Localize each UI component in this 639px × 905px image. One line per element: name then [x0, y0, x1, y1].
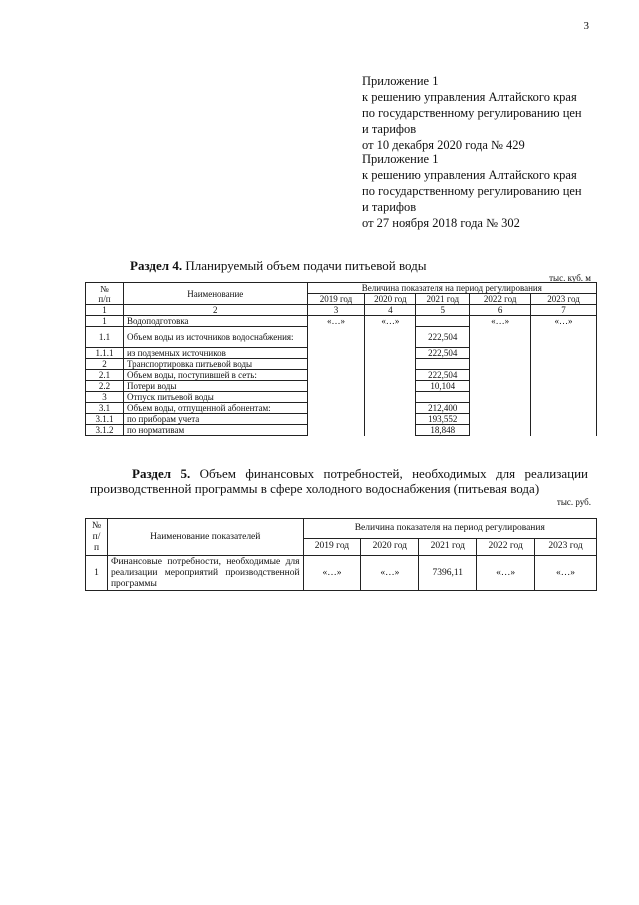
section5-title — [90, 466, 588, 496]
row-name: Потери воды — [123, 381, 307, 392]
header-year: 2019 год — [307, 294, 365, 305]
value-2021 — [416, 316, 470, 327]
section5-title-number: Раздел 5. — [132, 466, 191, 481]
section4-title-number: Раздел 4. — [130, 258, 183, 273]
value-2021: 212,400 — [416, 403, 470, 414]
value-2021: 10,104 — [416, 381, 470, 392]
appendix-line: к решению управления Алтайского края — [362, 90, 577, 104]
col-number: 3 — [307, 305, 365, 316]
table-row — [86, 556, 597, 591]
row-name: Отпуск питьевой воды — [123, 392, 307, 403]
value-2021: 222,504 — [416, 348, 470, 359]
value-2021: 193,552 — [416, 414, 470, 425]
header-name: Наименование — [123, 283, 307, 305]
row-num: 3 — [86, 392, 124, 403]
row-num: 1 — [86, 556, 108, 591]
appendix-line: Приложение 1 — [362, 74, 439, 88]
header-year: 2020 год — [365, 294, 416, 305]
header-period: Величина показателя на период регулирования — [307, 283, 596, 294]
section4-unit: тыс. куб. м — [549, 273, 591, 283]
row-num: 3.1.1 — [86, 414, 124, 425]
row-name: Объем воды, отпущенной абонентам: — [123, 403, 307, 414]
row-name: по приборам учета — [123, 414, 307, 425]
header-year: 2023 год — [535, 538, 597, 555]
row-name: из подземных источников — [123, 348, 307, 359]
col-number: 6 — [470, 305, 531, 316]
header-num: № п/ п — [86, 519, 108, 556]
row-name: Водоподготовка — [123, 316, 307, 327]
value-2020: «…» — [365, 316, 416, 436]
row-num: 3.1 — [86, 403, 124, 414]
section5-table — [85, 518, 597, 591]
appendix-header-current — [362, 73, 582, 153]
row-num: 2 — [86, 359, 124, 370]
row-name: Финансовые потребности, необходимые для реализации мероприятий производственной программы — [107, 556, 303, 591]
section5-title-text: Объем финансовых потребностей, необходимых для реализации производственной программы в сфере холодного водоснабжения (питьевая вода) — [90, 466, 588, 496]
section4-title-text: Планируемый объем подачи питьевой воды — [182, 258, 427, 273]
appendix-line: Приложение 1 — [362, 152, 439, 166]
header-year: 2021 год — [416, 294, 470, 305]
appendix-line: по государственному регулированию цен — [362, 184, 582, 198]
header-year: 2019 год — [303, 538, 361, 555]
value-2023: «…» — [535, 556, 597, 591]
page-number: 3 — [583, 20, 589, 32]
value-2023: «…» — [531, 316, 597, 436]
col-number: 4 — [365, 305, 416, 316]
appendix-line: и тарифов — [362, 122, 417, 136]
header-num: № п/п — [86, 283, 124, 305]
appendix-line: и тарифов — [362, 200, 417, 214]
row-num: 1.1 — [86, 327, 124, 348]
value-2022: «…» — [470, 316, 531, 436]
col-number: 7 — [531, 305, 597, 316]
value-2021: 222,504 — [416, 327, 470, 348]
section4-table — [85, 282, 597, 436]
appendix-line: по государственному регулированию цен — [362, 106, 582, 120]
header-year: 2023 год — [531, 294, 597, 305]
header-period: Величина показателя на период регулирования — [303, 519, 596, 539]
header-year: 2022 год — [477, 538, 535, 555]
value-2020: «…» — [361, 556, 419, 591]
row-num: 2.1 — [86, 370, 124, 381]
header-year: 2020 год — [361, 538, 419, 555]
value-2019: «…» — [303, 556, 361, 591]
header-year: 2022 год — [470, 294, 531, 305]
appendix-line: от 10 декабря 2020 года № 429 — [362, 138, 525, 152]
row-num: 1 — [86, 316, 124, 327]
value-2019: «…» — [307, 316, 365, 436]
row-name: Объем воды из источников водоснабжения: — [123, 327, 307, 348]
header-name: Наименование показателей — [107, 519, 303, 556]
value-2021: 18,848 — [416, 425, 470, 436]
section5-unit: тыс. руб. — [556, 497, 591, 507]
col-number: 1 — [86, 305, 124, 316]
header-year: 2021 год — [419, 538, 477, 555]
appendix-line: к решению управления Алтайского края — [362, 168, 577, 182]
row-num: 3.1.2 — [86, 425, 124, 436]
value-2021: 7396,11 — [419, 556, 477, 591]
value-2021 — [416, 392, 470, 403]
value-2021: 222,504 — [416, 370, 470, 381]
row-name: Объем воды, поступившей в сеть: — [123, 370, 307, 381]
row-num: 1.1.1 — [86, 348, 124, 359]
row-name: по нормативам — [123, 425, 307, 436]
col-number: 2 — [123, 305, 307, 316]
row-name: Транспортировка питьевой воды — [123, 359, 307, 370]
value-2021 — [416, 359, 470, 370]
col-number: 5 — [416, 305, 470, 316]
row-num: 2.2 — [86, 381, 124, 392]
section4-title — [130, 258, 427, 274]
value-2022: «…» — [477, 556, 535, 591]
table-row — [86, 316, 597, 327]
appendix-line: от 27 ноября 2018 года № 302 — [362, 216, 520, 230]
appendix-header-previous — [362, 151, 582, 231]
